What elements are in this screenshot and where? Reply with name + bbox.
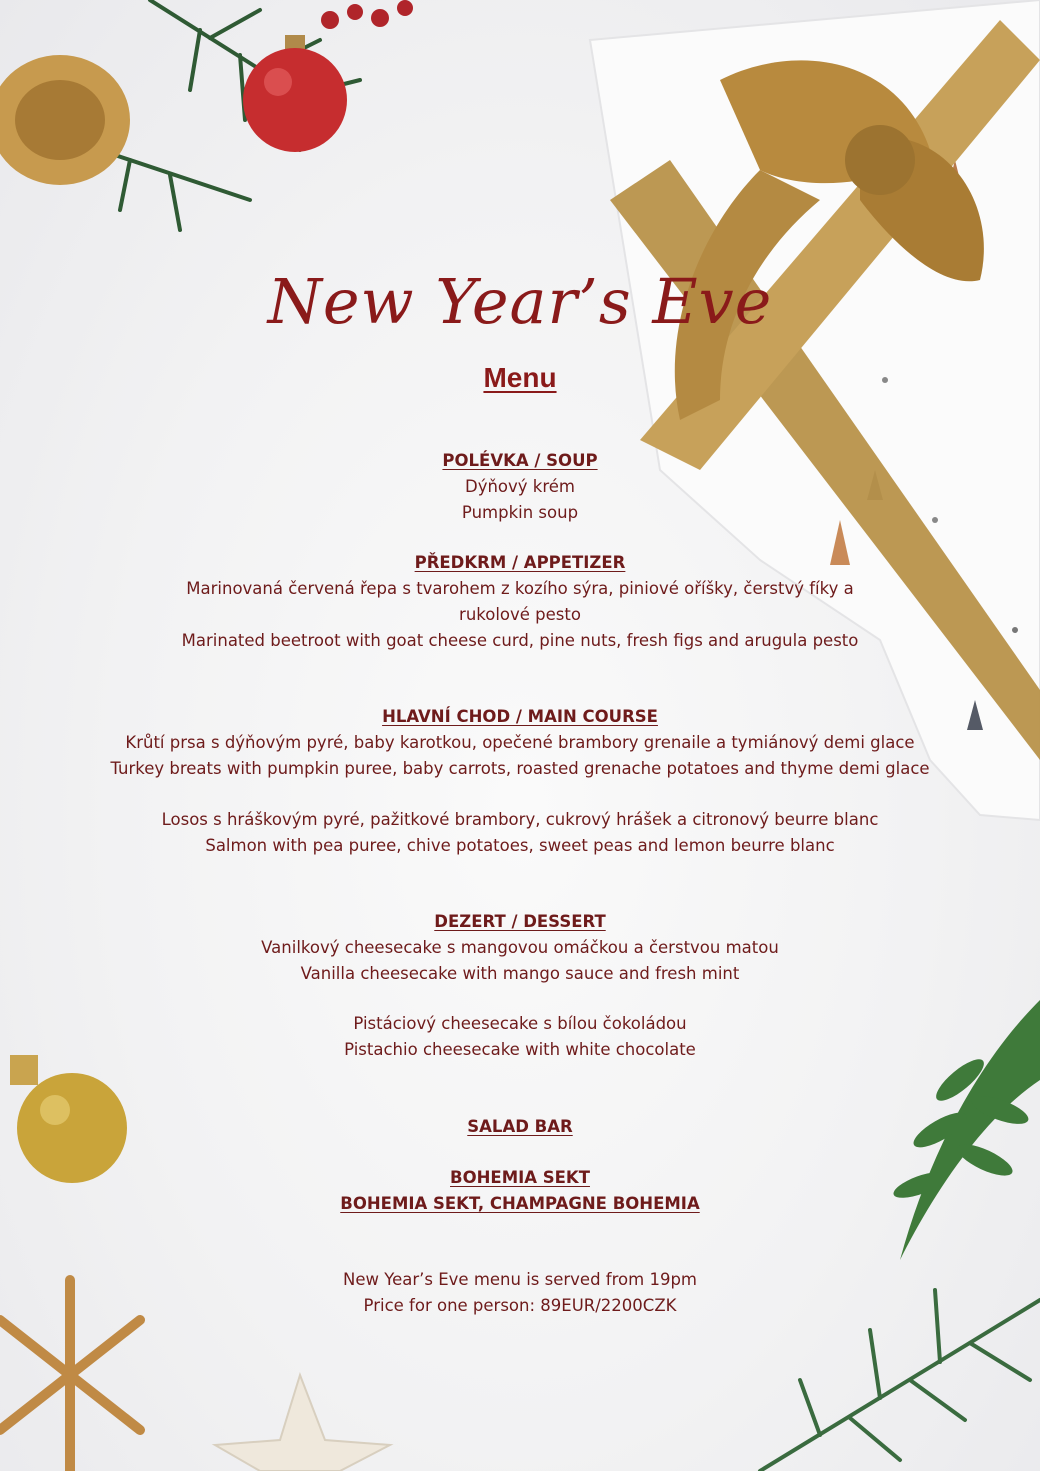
sekt-champagne-heading: BOHEMIA SEKT, CHAMPAGNE BOHEMIA — [340, 1194, 700, 1213]
appetizer-item: rukolové pesto — [459, 605, 581, 624]
sekt-heading: BOHEMIA SEKT — [450, 1168, 590, 1187]
appetizer-item: Marinovaná červená řepa s tvarohem z kozího sýra, piniové oříšky, čerstvý fíky a — [186, 579, 854, 598]
menu-title: New Year’s Eve — [267, 265, 773, 338]
soup-heading: POLÉVKA / SOUP — [442, 451, 598, 470]
dessert-heading: DEZERT / DESSERT — [434, 912, 606, 931]
main-course-item: Turkey breats with pumpkin puree, baby carrots, roasted grenache potatoes and thyme demi glace — [110, 759, 930, 778]
dessert-item: Pistachio cheesecake with white chocolate — [344, 1040, 696, 1059]
dessert-item: Vanilkový cheesecake s mangovou omáčkou a čerstvou matou — [261, 938, 779, 957]
main-course-item: Krůtí prsa s dýňovým pyré, baby karotkou, opečené brambory grenaile a tymiánový demi glace — [125, 733, 915, 752]
main-course-item: Losos s hráškovým pyré, pažitkové brambory, cukrový hrášek a citronový beurre blanc — [161, 810, 879, 829]
berries-icon — [321, 0, 413, 29]
red-ornament-icon — [243, 35, 347, 152]
pine-branch-bottom-icon — [760, 1290, 1040, 1471]
main-course-heading: HLAVNÍ CHOD / MAIN COURSE — [382, 707, 658, 726]
soup-item: Pumpkin soup — [461, 503, 579, 522]
menu-subtitle: Menu — [483, 362, 557, 393]
dessert-item: Vanilla cheesecake with mango sauce and fresh mint — [300, 964, 740, 983]
star-icon — [215, 1375, 390, 1471]
appetizer-heading: PŘEDKRM / APPETIZER — [414, 553, 626, 572]
salad-bar-heading: SALAD BAR — [467, 1117, 573, 1136]
soup-item: Dýňový krém — [465, 477, 575, 496]
price-note: Price for one person: 89EUR/2200CZK — [363, 1296, 677, 1315]
main-course-item: Salmon with pea puree, chive potatoes, sweet peas and lemon beurre blanc — [205, 836, 835, 855]
dessert-item: Pistáciový cheesecake s bílou čokoládou — [353, 1014, 687, 1033]
pinecone-icon — [0, 55, 130, 185]
served-note: New Year’s Eve menu is served from 19pm — [342, 1270, 697, 1289]
appetizer-item: Marinated beetroot with goat cheese curd, pine nuts, fresh figs and arugula pesto — [181, 631, 859, 650]
